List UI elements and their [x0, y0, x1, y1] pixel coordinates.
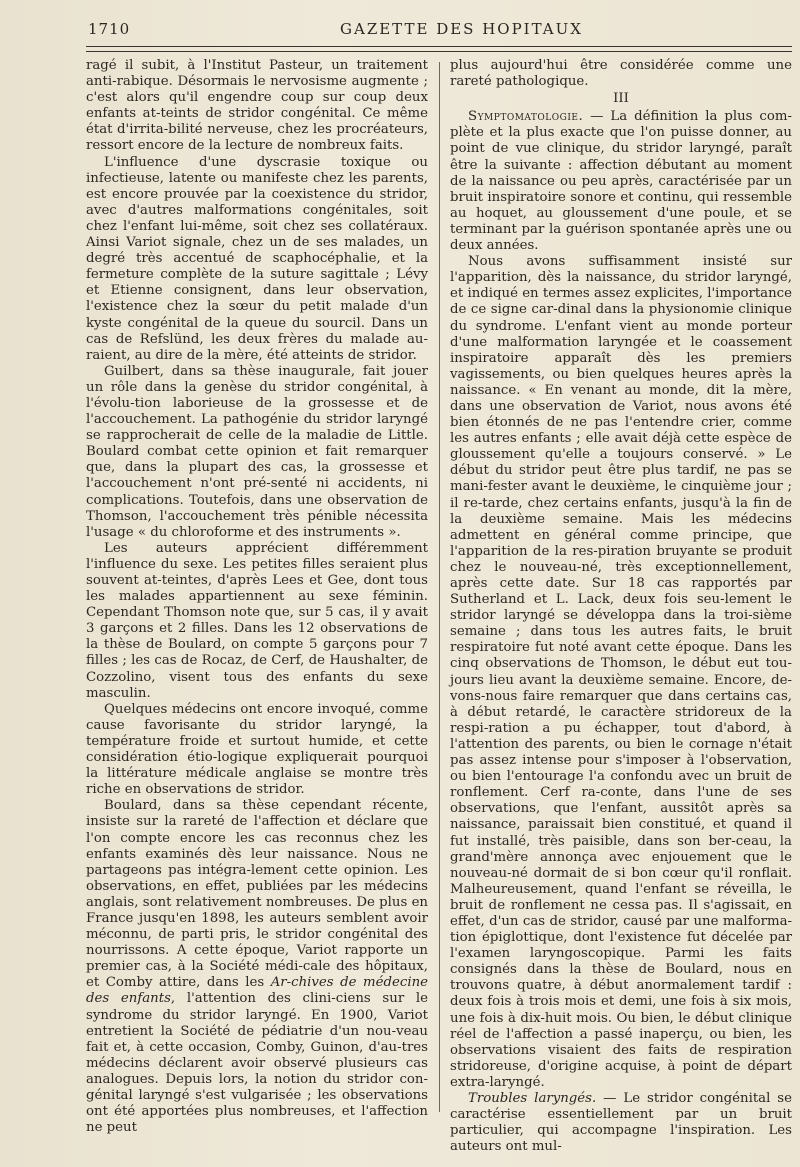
page-header [88, 20, 788, 46]
paragraph: Les auteurs apprécient différemment l'influence du sexe. Les petites filles seraient plus souvent at-teintes, d'après Lees et Gee, dont tous les malades appartiennent au sexe féminin. Cependant Thomson note que, sur 5 cas, il y avait 3 garçons et 2 filles. Dans les 12 observations de la thèse de Boulard, on compte 5 garçons pour 7 filles ; les cas de Rocaz, de Cerf, de Haushalter, de Cozzolino, visent tous des enfants du sexe masculin. [86, 540, 428, 701]
column-divider [439, 62, 440, 1112]
paragraph-text: — Le stridor congénital se caractérise essentiellement par un bruit particulier, qui accompagne l'inspiration. Les auteurs ont mul- [450, 1091, 792, 1155]
paragraph: L'influence d'une dyscrasie toxique ou infectieuse, latente ou manifeste chez les parents, est encore prouvée par la coexistence du stridor, avec d'autres malformations congénitales, soit chez l'enfant lui-même, soit chez ses collatéraux. Ainsi Variot signale, chez un de ses malades, un degré très accentué de scaphocéphalie, et la fermeture complète de la suture sagittale ; Lévy et Etienne consignent, dans leur observation, l'existence chez la sœur du petit malade d'un kyste congénital de la queue du sourcil. Dans un cas de Refslünd, les deux frères du malade au-raient, au dire de la mère, été atteints de stridor. [86, 154, 428, 363]
paragraph: plus aujourd'hui être considérée comme une rareté pathologique. [450, 58, 792, 90]
paragraph-text: — La définition la plus com-plète et la plus exacte que l'on puisse donner, au point de vue clinique, du stridor laryngé, paraît être la suivante : affection débutant au moment de la naissance ou peu après, caractérisée par un bruit inspiratoire sonore et continu, qui ressemble au hoquet, au gloussement d'une poule, et se terminant par la guérison spontanée après une ou deux années. [450, 109, 792, 254]
paragraph: Guilbert, dans sa thèse inaugurale, fait jouer un rôle dans la genèse du stridor congénital, à l'évolu-tion laborieuse de la grossesse et de l'accouchement. La pathogénie du stridor laryngé se rapprocherait de celle de la maladie de Little. Boulard combat cette opinion et fait remarquer que, dans la plupart des cas, la grossesse et l'accouchement n'ont pré-senté ni accidents, ni complications. Toutefois, dans une observation de Thomson, l'accouchement très pénible nécessita l'usage « du chloroforme et des instruments ». [86, 363, 428, 540]
section-heading: Symptomatologie. [468, 109, 584, 125]
page-number: 1710 [88, 20, 131, 38]
section-number: III [613, 91, 629, 107]
paragraph: ragé il subit, à l'Institut Pasteur, un traitement anti-rabique. Désormais le nervosisme augmente ; c'est alors qu'il engendre coup sur coup deux enfants at-teints de stridor congénital. Ce même état d'irrita-bilité nerveuse, chez les procréateurs, ressort encore de la lecture de nombreux faits. [86, 58, 428, 154]
right-column [450, 58, 792, 1155]
paragraph-text: , l'attention des clini-ciens sur le syndrome du stridor laryngé. En 1900, Variot entretient la Société de pédiatrie d'un nou-veau fait et, à cette occasion, Comby, Guinon, d'au-tres médecins déclarent avoir observé plusieurs cas analogues. Depuis lors, la notion du stridor con-génital laryngé s'est vulgarisée ; les observations ont été apportées plus nombreuses, et l'affection ne peut [86, 991, 428, 1136]
paragraph [450, 109, 792, 254]
header-rule-bottom [86, 51, 792, 52]
left-column [86, 58, 428, 1136]
paragraph: Nous avons suffisamment insisté sur l'apparition, dès la naissance, du stridor laryngé, et indiqué en termes assez explicites, l'importance de ce signe car-dinal dans la physionomie clinique du syndrome. L'enfant vient au monde porteur d'une malformation laryngée et le coassement inspiratoire apparaît dès les premiers vagissements, ou bien quelques heures après la naissance. « En venant au monde, dit la mère, dans une observation de Variot, nous avons été bien étonnés de ne pas l'entendre crier, comme les autres enfants ; elle avait déjà cette espèce de gloussement qu'elle a toujours conservé. » Le début du stridor peut être plus tardif, ne pas se mani-fester avant le deuxième, le cinquième jour ; il re-tarde, chez certains enfants, jusqu'à la fin de la deuxième semaine. Mais les médecins admettent en général comme principe, que l'apparition de la res-piration bruyante se produit chez le nouveau-né, très exceptionnellement, après cette date. Sur 18 cas rapportés par Sutherland et L. Lack, deux fois seu-lement le stridor laryngé se développa dans la troi-sième semaine ; dans tous les autres faits, le bruit respiratoire fut noté avant cette époque. Dans les cinq observations de Thomson, le début eut tou-jours lieu avant la deuxième semaine. Encore, de-vons-nous faire remarquer que dans certains cas, à début retardé, le caractère stridoreux de la respi-ration a pu échapper, tout d'abord, à l'attention des parents, ou bien le cornage n'était pas assez intense pour s'imposer à l'observation, ou bien l'entourage l'a confondu avec un bruit de ronflement. Cerf ra-conte, dans l'une de ses observations, que l'enfant, aussitôt après sa naissance, paraissait bien constitué, et quand il fut installé, très paisible, dans son ber-ceau, la grand'mère annonça avec enjouement que le nouveau-né dormait de si bon cœur qu'il ronflait. Malheureusement, quand l'enfant se réveilla, le bruit de ronflement ne cessa pas. Il s'agissait, en effet, d'un cas de stridor, causé par une malforma-tion épiglottique, dont l'existence fut décelée par l'examen laryngoscopique. Parmi les faits consignés dans la thèse de Boulard, nous en trouvons quatre, à début anormalement tardif : deux fois à trois mois et demi, une fois à six mois, une fois à dix-huit mois. Ou bien, le début clinique réel de l'affection a passé inaperçu, ou bien, les observations visaient des faits de respiration stridoreuse, d'origine acquise, à point de départ extra-laryngé. [450, 254, 792, 1090]
running-title: GAZETTE DES HOPITAUX [340, 20, 583, 38]
paragraph-text: Boulard, dans sa thèse cependant récente, insiste sur la rareté de l'affection et déclare que l'on compte encore les cas reconnus chez les enfants examinés dès leur naissance. Nous ne partageons pas intégra-lement cette opinion. Les observations, en effet, publiées par les médecins anglais, sont relativement nombreuses. De plus en France jusqu'en 1898, les auteurs semblent avoir méconnu, de parti pris, le stridor congénital des nourrissons. A cette époque, Variot rapporte un premier cas, à la Société médi-cale des hôpitaux, et Comby attire, dans les [86, 798, 428, 991]
subsection-heading: Troubles laryngés. [468, 1091, 597, 1106]
paragraph: Quelques médecins ont encore invoqué, comme cause favorisante du stridor laryngé, la température froide et surtout humide, et cette considération étio-logique expliquerait pourquoi la littérature médicale anglaise se montre très riche en observations de stridor. [86, 701, 428, 798]
journal-title-italic: Ar-chives de médecine des enfants [86, 975, 429, 1007]
paragraph [86, 798, 428, 1136]
paragraph [450, 1091, 792, 1155]
header-rule-top [86, 46, 792, 47]
